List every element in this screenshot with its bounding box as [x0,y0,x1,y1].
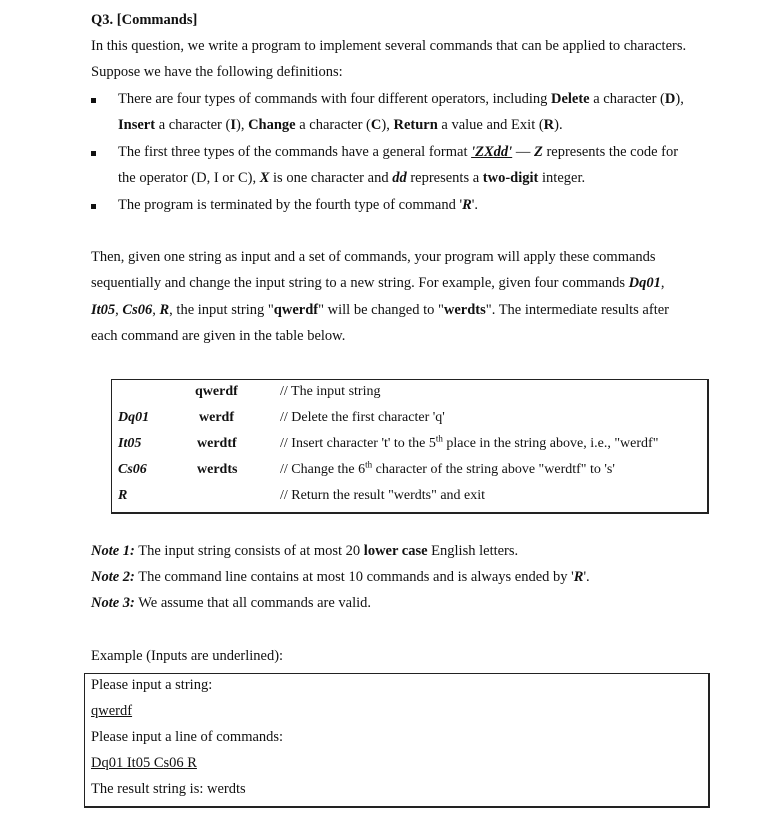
paragraph-line-4: each command are given in the table below. [91,328,346,344]
table-cell-result: werdts [197,462,238,477]
intro-line: In this question, we write a program to implement several commands that can be applied to characters. [91,38,687,54]
note-1: Note 1: The input string consists of at most 20 lower case English letters. [91,543,519,559]
table-cell-command: Dq01 [118,410,150,425]
command-table [111,379,709,514]
bullet-3-line-1: The program is terminated by the fourth type of command 'R'. [118,197,478,213]
example-prompt-string: Please input a string: [91,677,213,693]
paragraph-line-1: Then, given one string as input and a set of commands, your program will apply these commands [91,249,656,265]
table-cell-comment: // Change the 6th character of the string above "werdtf" to 's' [280,459,615,477]
note-3: Note 3: We assume that all commands are valid. [91,595,372,611]
example-caption: Example (Inputs are underlined): [91,648,284,664]
table-cell-result: werdtf [197,436,237,451]
table-cell-command: R [118,488,128,503]
bullet-1-line-1: There are four types of commands with four different operators, including Delete a character (D), [118,91,684,107]
example-input-string: qwerdf [91,703,133,719]
example-input-commands: Dq01 It05 Cs06 R [91,755,197,771]
example-prompt-commands: Please input a line of commands: [91,729,284,745]
bullet-2-line-1: The first three types of the commands have a general format 'ZXdd' — Z represents the code for [118,144,679,160]
paragraph-line-3: It05, Cs06, R, the input string "qwerdf" will be changed to "werdts". The intermediate results after [91,302,669,318]
example-box [84,673,710,808]
table-cell-command: It05 [118,436,142,451]
table-cell-command: Cs06 [118,462,147,477]
table-cell-comment: // Return the result "werdts" and exit [280,488,486,503]
question-title: Q3. [Commands] [91,12,198,28]
bullet-marker [91,98,96,103]
table-cell-result: werdf [199,410,234,425]
bullet-marker [91,204,96,209]
suppose-line: Suppose we have the following definitions: [91,64,343,80]
paragraph-line-2: sequentially and change the input string to a new string. For example, given four commands Dq01, [91,275,665,291]
example-result: The result string is: werdts [91,781,246,797]
bullet-marker [91,151,96,156]
note-2: Note 2: The command line contains at most 10 commands and is always ended by 'R'. [91,569,590,585]
table-cell-comment: // The input string [280,384,381,399]
table-cell-result: qwerdf [195,384,238,399]
table-cell-comment: // Insert character 't' to the 5th place in the string above, i.e., "werdf" [280,433,659,451]
bullet-2-line-2: the operator (D, I or C), X is one character and dd represents a two-digit integer. [118,170,586,186]
table-cell-comment: // Delete the first character 'q' [280,410,445,425]
bullet-1-line-2: Insert a character (I), Change a character (C), Return a value and Exit (R). [118,117,563,133]
